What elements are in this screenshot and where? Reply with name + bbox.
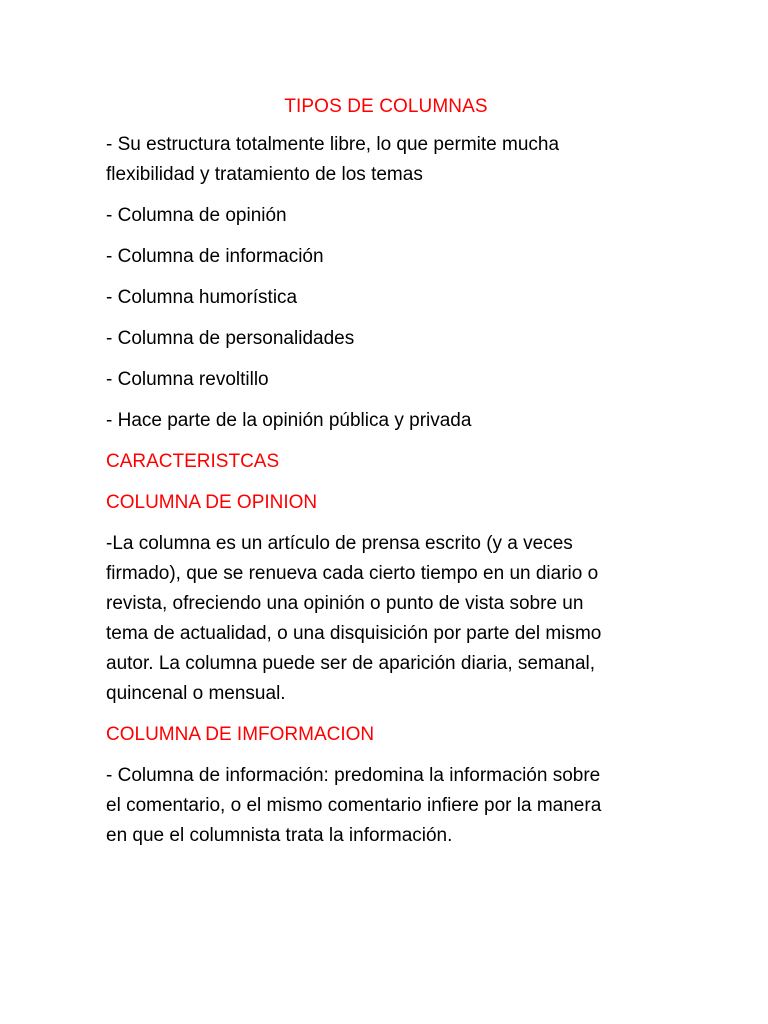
list-item-informacion: - Columna de información	[106, 246, 324, 267]
intro-line: flexibilidad y tratamiento de los temas	[106, 164, 423, 185]
opinion-paragraph	[106, 529, 666, 709]
list-item-personalidades: - Columna de personalidades	[106, 328, 355, 349]
opinion-line: quincenal o mensual.	[106, 683, 286, 704]
informacion-paragraph	[106, 761, 666, 851]
heading-columna-opinion: COLUMNA DE OPINION	[106, 492, 318, 513]
list-item-humoristica: - Columna humorística	[106, 287, 298, 308]
informacion-line: - Columna de información: predomina la información sobre	[106, 765, 601, 786]
document-title: TIPOS DE COLUMNAS	[284, 96, 488, 117]
heading-columna-informacion: COLUMNA DE IMFORMACION	[106, 724, 375, 745]
opinion-line: autor. La columna puede ser de aparición diaria, semanal,	[106, 653, 596, 674]
opinion-line: tema de actualidad, o una disquisición por parte del mismo	[106, 623, 602, 644]
list-item-opinion-publica: - Hace parte de la opinión pública y privada	[106, 410, 472, 431]
document-body	[106, 92, 666, 862]
opinion-line: revista, ofreciendo una opinión o punto de vista sobre un	[106, 593, 584, 614]
intro-paragraph	[106, 130, 666, 190]
opinion-line: firmado), que se renueva cada cierto tiempo en un diario o	[106, 563, 599, 584]
list-item-revoltillo: - Columna revoltillo	[106, 369, 269, 390]
informacion-line: el comentario, o el mismo comentario infiere por la manera	[106, 795, 602, 816]
list-item-opinion: - Columna de opinión	[106, 205, 287, 226]
opinion-line: -La columna es un artículo de prensa escrito (y a veces	[106, 533, 573, 554]
informacion-line: en que el columnista trata la información.	[106, 825, 453, 846]
intro-line: - Su estructura totalmente libre, lo que permite mucha	[106, 134, 560, 155]
section-heading-caracteristicas: CARACTERISTCAS	[106, 451, 280, 472]
